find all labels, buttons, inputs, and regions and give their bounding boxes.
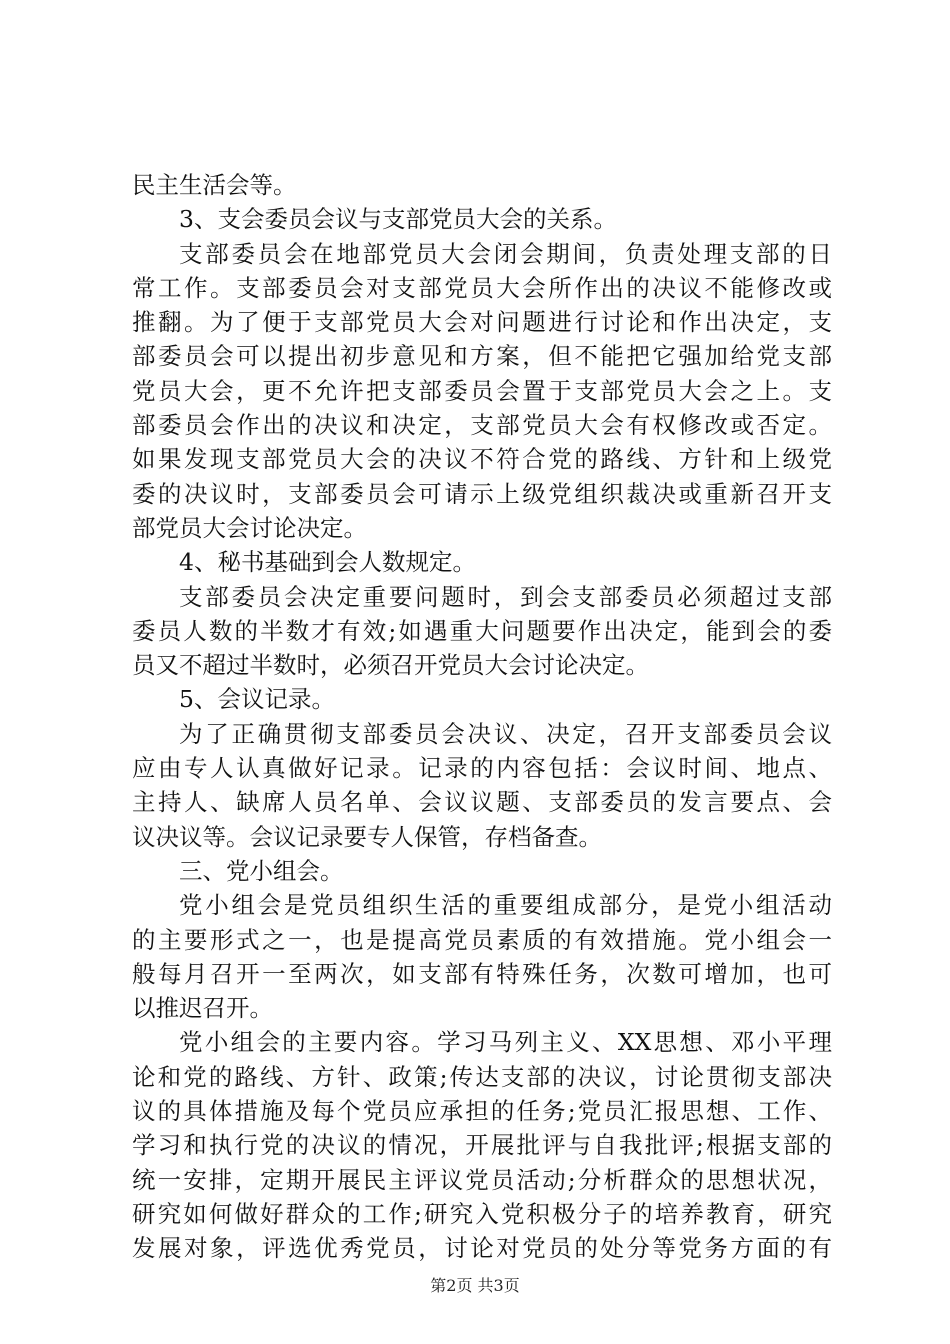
text-line: 常工作。支部委员会对支部党员大会所作出的决议不能修改或	[132, 273, 832, 302]
text-line: 为了正确贯彻支部委员会决议、决定，召开支部委员会议	[179, 719, 832, 748]
page-footer: 第2页 共3页	[430, 1276, 520, 1295]
text-line: 发展对象，评选优秀党员，讨论对党员的处分等党务方面的有	[132, 1234, 832, 1263]
text-line: 委的决议时，支部委员会可请示上级党组织裁决或重新召开支	[132, 479, 832, 508]
text-line: 学习和执行党的决议的情况，开展批评与自我批评;根据支部的	[132, 1131, 832, 1160]
text-line: 的主要形式之一，也是提高党员素质的有效措施。党小组会一	[132, 925, 832, 954]
text-line: 5、会议记录。	[179, 685, 335, 714]
text-line: 议决议等。会议记录要专人保管，存档备查。	[132, 822, 602, 851]
text-line: 如果发现支部党员大会的决议不符合党的路线、方针和上级党	[132, 445, 832, 474]
text-line: 般每月召开一至两次，如支部有特殊任务，次数可增加，也可	[132, 959, 832, 988]
text-line: 4、秘书基础到会人数规定。	[179, 548, 476, 577]
text-line: 党员大会，更不允许把支部委员会置于支部党员大会之上。支	[132, 376, 832, 405]
text-line: 员又不超过半数时，必须召开党员大会讨论决定。	[132, 651, 649, 680]
text-line: 支部委员会在地部党员大会闭会期间，负责处理支部的日	[179, 239, 832, 268]
text-line: 党小组会的主要内容。学习马列主义、XX思想、邓小平理	[179, 1028, 832, 1057]
text-line: 论和党的路线、方针、政策;传达支部的决议，讨论贯彻支部决	[132, 1062, 832, 1091]
text-line: 支部委员会决定重要问题时，到会支部委员必须超过支部	[179, 582, 832, 611]
text-line: 民主生活会等。	[132, 171, 297, 199]
text-line: 推翻。为了便于支部党员大会对问题进行讨论和作出决定，支	[132, 308, 832, 337]
text-line: 部委员会作出的决议和决定，支部党员大会有权修改或否定。	[132, 411, 832, 440]
text-line: 统一安排，定期开展民主评议党员活动;分析群众的思想状况，	[132, 1165, 832, 1194]
text-line: 党小组会是党员组织生活的重要组成部分，是党小组活动	[179, 891, 832, 920]
text-line: 部委员会可以提出初步意见和方案，但不能把它强加给党支部	[132, 342, 832, 371]
text-line: 议的具体措施及每个党员应承担的任务;党员汇报思想、工作、	[132, 1097, 832, 1126]
text-line: 委员人数的半数才有效;如遇重大问题要作出决定，能到会的委	[132, 616, 832, 645]
document-body	[132, 168, 832, 1266]
text-line: 主持人、缺席人员名单、会议议题、支部委员的发言要点、会	[132, 788, 832, 817]
text-line: 部党员大会讨论决定。	[132, 513, 367, 542]
text-line: 3、支会委员会议与支部党员大会的关系。	[179, 205, 617, 234]
text-line: 以推迟召开。	[132, 994, 273, 1023]
text-line: 三、党小组会。	[179, 856, 344, 885]
text-line: 研究如何做好群众的工作;研究入党积极分子的培养教育，研究	[132, 1199, 832, 1228]
text-line: 应由专人认真做好记录。记录的内容包括：会议时间、地点、	[132, 754, 832, 783]
